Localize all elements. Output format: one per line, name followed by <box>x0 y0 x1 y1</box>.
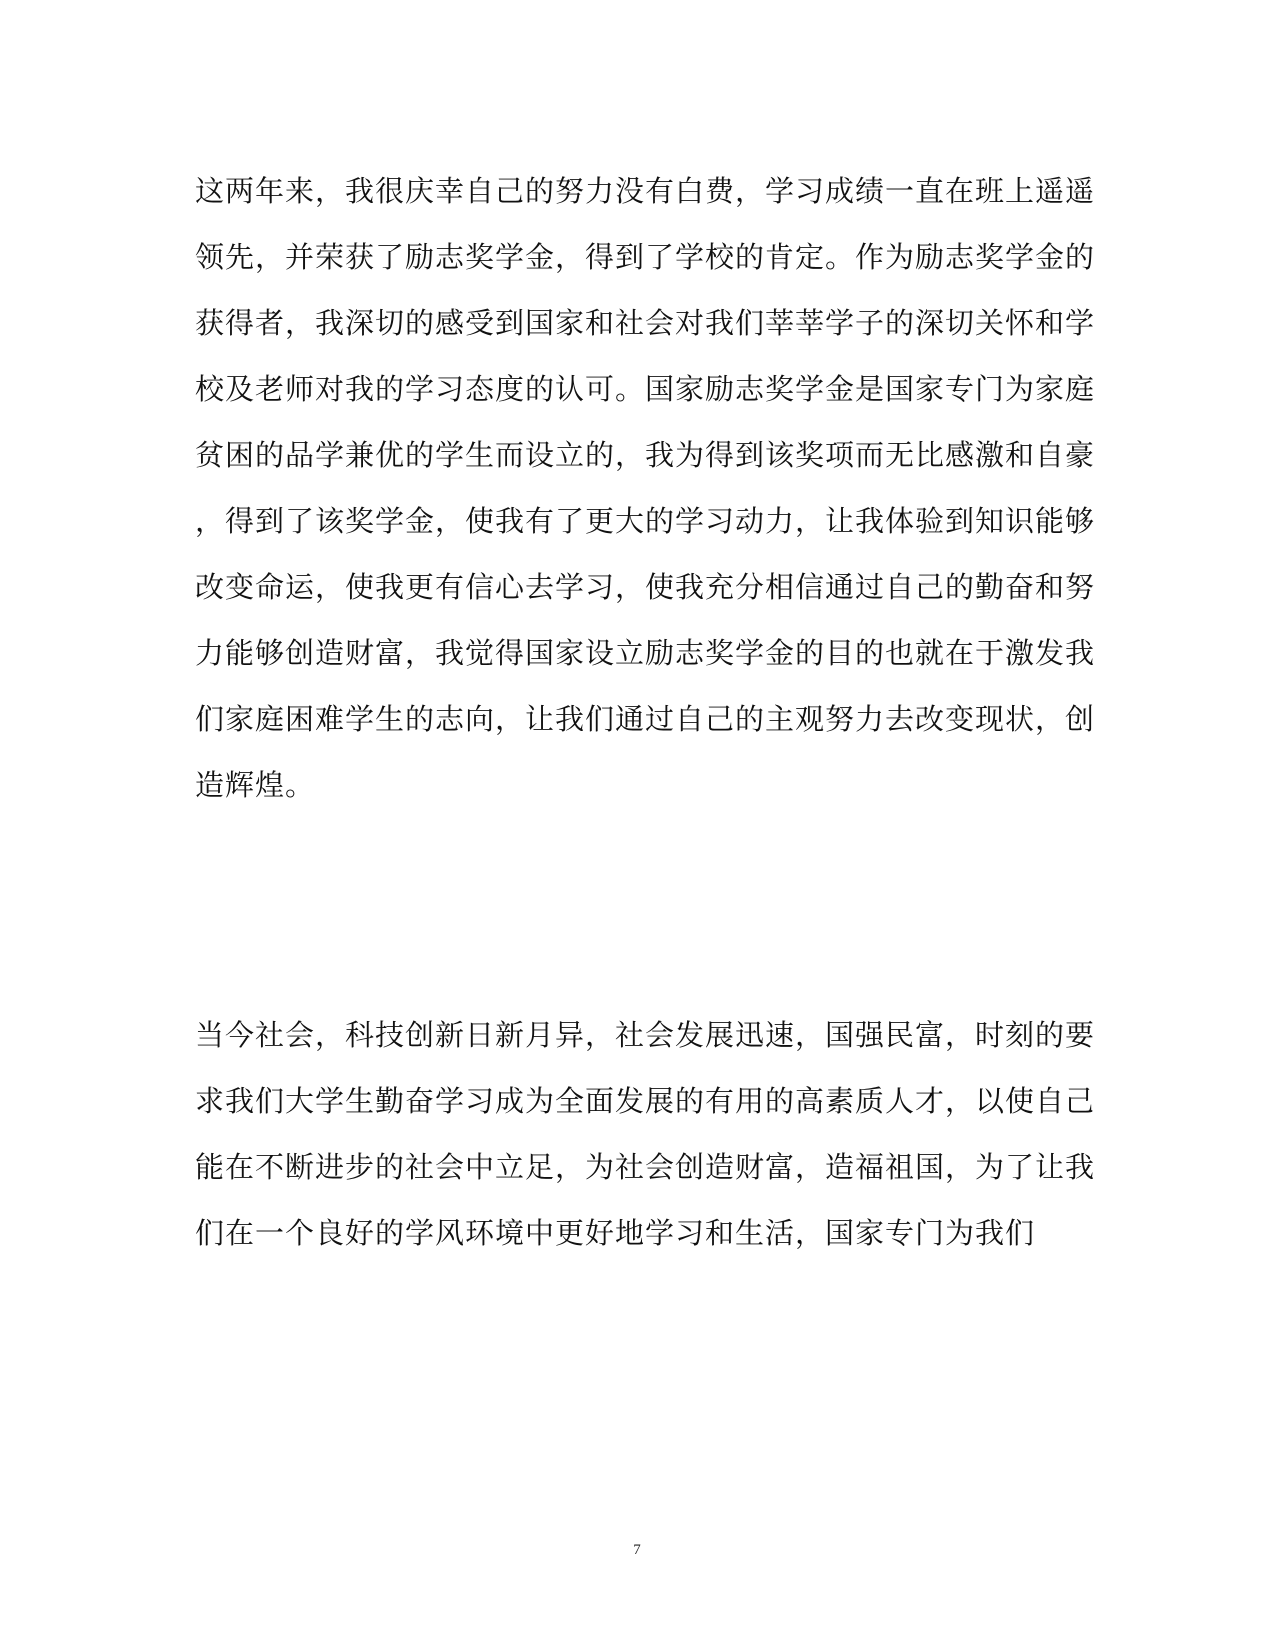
text-line: 求我们大学生勤奋学习成为全面发展的有用的高素质人才，以使自己 <box>195 1084 1096 1118</box>
text-line: 们在一个良好的学风环境中更好地学习和生活，国家专门为我们 <box>195 1216 1036 1250</box>
text-line: 们家庭困难学生的志向，让我们通过自己的主观努力去改变现状，创 <box>195 702 1096 736</box>
text-line: 校及老师对我的学习态度的认可。国家励志奖学金是国家专门为家庭 <box>195 372 1096 406</box>
text-line: 领先，并荣获了励志奖学金，得到了学校的肯定。作为励志奖学金的 <box>195 240 1096 274</box>
paragraph-2 <box>195 1002 1096 1266</box>
text-line: 改变命运，使我更有信心去学习，使我充分相信通过自己的勤奋和努 <box>195 570 1096 604</box>
text-line: 当今社会，科技创新日新月异，社会发展迅速，国强民富，时刻的要 <box>195 1018 1096 1052</box>
paragraph-1 <box>195 158 1096 818</box>
text-line: 这两年来，我很庆幸自己的努力没有白费，学习成绩一直在班上遥遥 <box>195 174 1096 208</box>
text-line: 能在不断进步的社会中立足，为社会创造财富，造福祖国，为了让我 <box>195 1150 1096 1184</box>
text-line: 获得者，我深切的感受到国家和社会对我们莘莘学子的深切关怀和学 <box>195 306 1096 340</box>
text-line: 力能够创造财富，我觉得国家设立励志奖学金的目的也就在于激发我 <box>195 636 1096 670</box>
text-line: 造辉煌。 <box>195 768 316 802</box>
page-number: 7 <box>633 1542 641 1558</box>
text-line: ，得到了该奖学金，使我有了更大的学习动力，让我体验到知识能够 <box>195 504 1096 538</box>
text-line: 贫困的品学兼优的学生而设立的，我为得到该奖项而无比感激和自豪 <box>195 438 1096 472</box>
